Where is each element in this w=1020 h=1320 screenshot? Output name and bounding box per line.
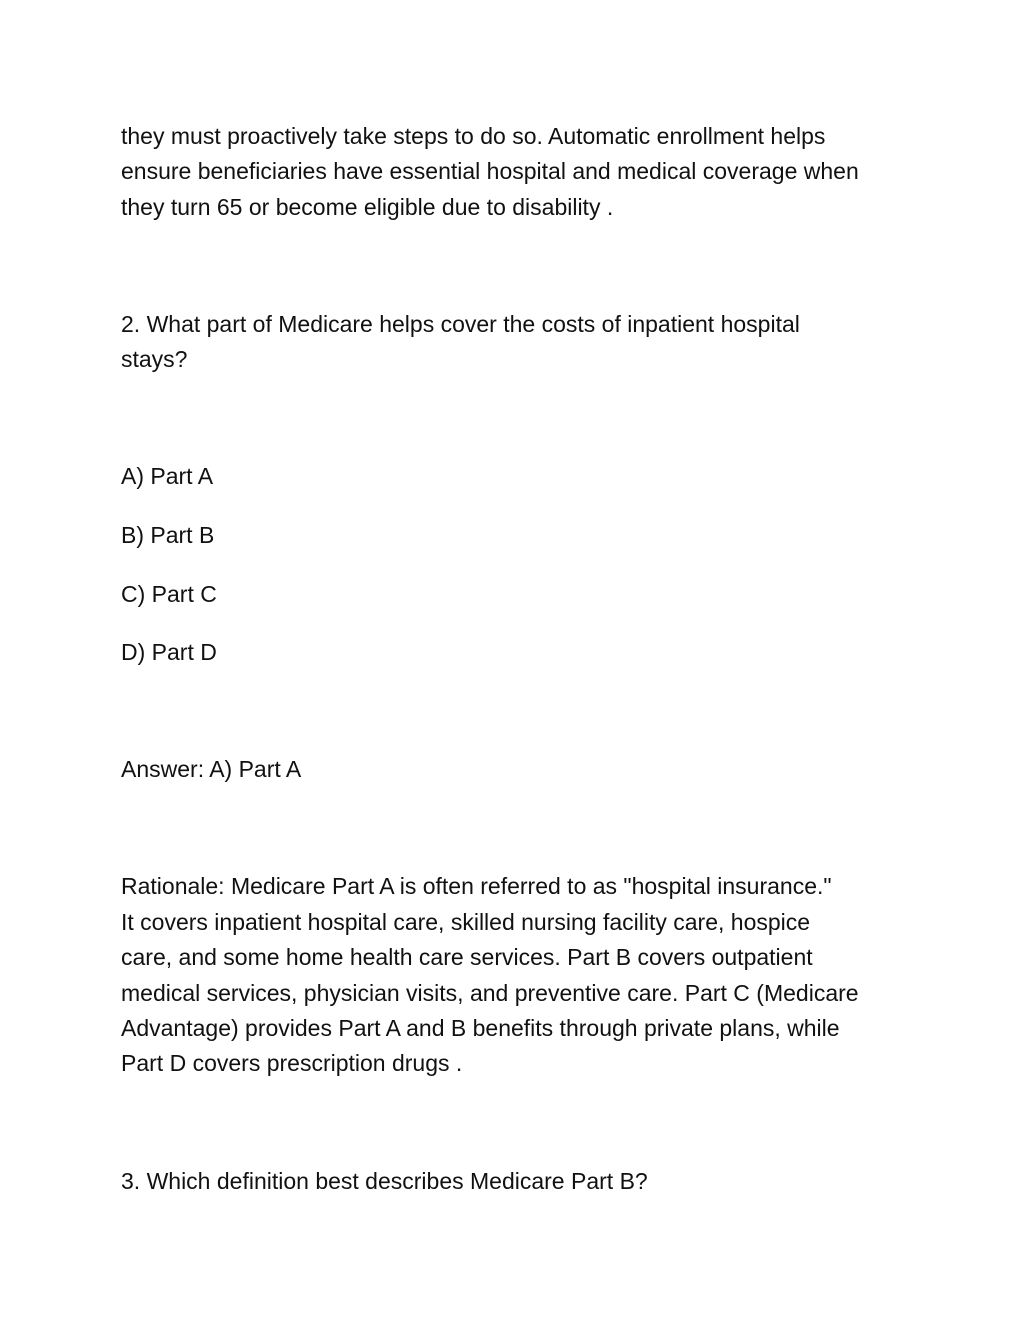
rationale-line-3: care, and some home health care services. Part B covers outpatient — [121, 944, 813, 970]
option-a: A) Part A — [121, 463, 214, 489]
question-3-line-1: 3. Which definition best describes Medicare Part B? — [121, 1168, 648, 1194]
rationale-line-6: Part D covers prescription drugs . — [121, 1050, 463, 1076]
answer-line: Answer: A) Part A — [121, 756, 302, 782]
question-2-line-1: 2. What part of Medicare helps cover the costs of inpatient hospital — [121, 311, 800, 337]
question-2-line-2: stays? — [121, 346, 188, 372]
rationale-line-1: Rationale: Medicare Part A is often referred to as "hospital insurance." — [121, 873, 832, 899]
option-c: C) Part C — [121, 581, 217, 607]
rationale-line-5: Advantage) provides Part A and B benefits through private plans, while — [121, 1015, 840, 1041]
option-b: B) Part B — [121, 522, 215, 548]
rationale-line-2: It covers inpatient hospital care, skilled nursing facility care, hospice — [121, 909, 811, 935]
option-d: D) Part D — [121, 639, 217, 665]
intro-line-1: they must proactively take steps to do so. Automatic enrollment helps — [121, 123, 826, 149]
intro-line-3: they turn 65 or become eligible due to disability . — [121, 194, 614, 220]
rationale-line-4: medical services, physician visits, and preventive care. Part C (Medicare — [121, 980, 859, 1006]
intro-line-2: ensure beneficiaries have essential hospital and medical coverage when — [121, 158, 859, 184]
